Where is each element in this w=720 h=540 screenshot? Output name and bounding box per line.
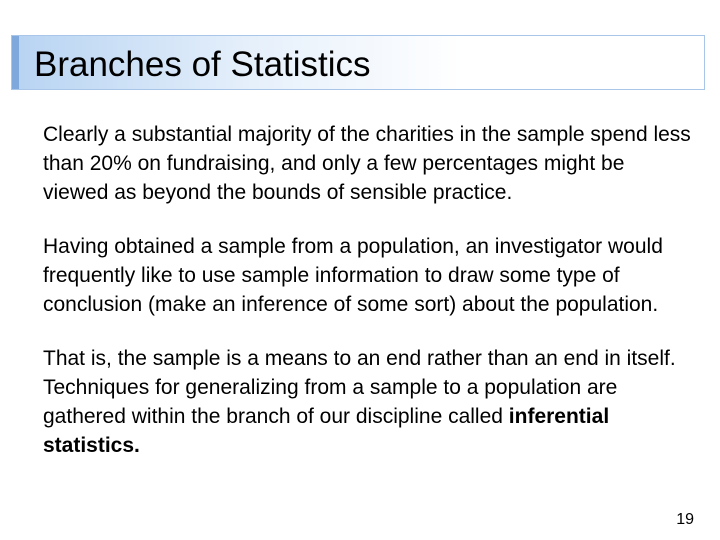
inferential-statistics-term: inferential statistics. — [43, 405, 610, 457]
paragraph-3-text: That is, the sample is a means to an end rather than an end in itself. Techniques for generalizing from a sample to a population are gathered within the branch of our discipline called — [43, 347, 676, 428]
slide-title: Branches of Statistics — [34, 45, 371, 84]
title-accent-stripe — [12, 36, 19, 89]
page-number: 19 — [676, 511, 694, 528]
paragraph-2: Having obtained a sample from a population, an investigator would frequently like to use sample information to draw some type of conclusion (make an inference of some sort) about the population. — [43, 235, 663, 316]
slide-body — [43, 120, 693, 485]
title-bar — [11, 35, 705, 90]
paragraph-3 — [43, 344, 693, 460]
paragraph-1: Clearly a substantial majority of the charities in the sample spend less than 20% on fundraising, and only a few percentages might be viewed as beyond the bounds of sensible practice. — [43, 123, 691, 204]
